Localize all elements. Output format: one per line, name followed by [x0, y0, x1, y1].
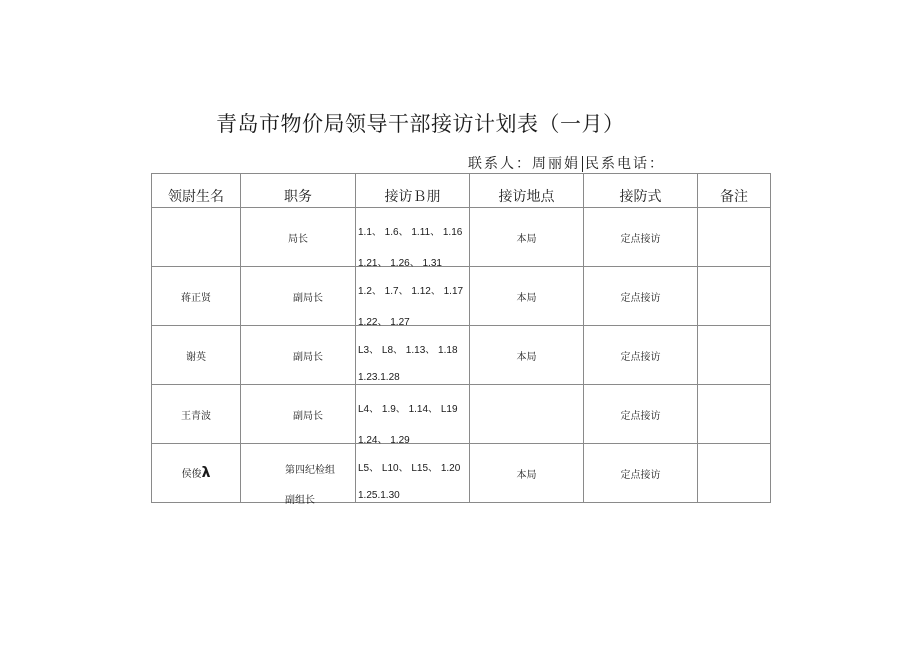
cell-name-suffix: λ [201, 465, 211, 481]
cell-position: 副局长 [241, 385, 356, 444]
cell-name: 王青波 [152, 385, 241, 444]
cell-name: 蒋正贤 [152, 267, 241, 326]
cell-position: 局长 [241, 208, 356, 267]
cell-place [470, 385, 584, 444]
table-row [152, 444, 771, 503]
header-dates: 接访Ｂ朋 [356, 174, 470, 208]
cell-note [698, 444, 771, 503]
table-header-row [152, 174, 771, 208]
cell-dates [356, 208, 470, 267]
dates-line-1: L5、 L10、 L15、 1.20 [358, 463, 461, 474]
cell-name: 谢英 [152, 326, 241, 385]
dates-line-2: 1.24、 1.29 [358, 435, 410, 446]
cell-note [698, 208, 771, 267]
header-place: 接访地点 [470, 174, 584, 208]
header-method: 接防式 [584, 174, 698, 208]
cell-dates [356, 267, 470, 326]
reception-plan-table [151, 173, 771, 506]
cell-name-text: 侯俊 [181, 469, 202, 480]
contact-phone-label: 民系电话： [585, 156, 665, 172]
cell-note [698, 267, 771, 326]
cell-place: 本局 [470, 208, 584, 267]
cell-dates [356, 326, 470, 385]
cell-position: 副局长 [241, 267, 356, 326]
document-title: 青岛市物价局领导干部接访计划表（一月） [216, 112, 625, 136]
header-name: 领尉生名 [152, 174, 241, 208]
cell-method: 定点接访 [584, 326, 698, 385]
cell-position: 副局长 [241, 326, 356, 385]
dates-line-1: 1.2、 1.7、 1.12、 1.17 [358, 286, 464, 297]
cell-method: 定点接访 [584, 444, 698, 503]
cell-note [698, 326, 771, 385]
cell-name [152, 444, 241, 503]
dates-line-2: 1.21、 1.26、 1.31 [358, 258, 442, 269]
header-position: 职务 [241, 174, 356, 208]
cell-place: 本局 [470, 444, 584, 503]
cell-position [241, 444, 356, 506]
dates-line-1: L3、 L8、 1.13、 1.18 [358, 345, 458, 356]
cell-place: 本局 [470, 267, 584, 326]
position-line-2: 副组长 [285, 495, 315, 506]
cell-dates [356, 444, 470, 503]
table-row [152, 326, 771, 385]
table-row [152, 267, 771, 326]
text-cursor [582, 156, 583, 172]
contact-person: 联系人：周丽娟 [468, 156, 580, 172]
position-line-1: 第四纪检组 [285, 465, 335, 476]
cell-dates [356, 385, 470, 444]
dates-line-2: 1.22、 1.27 [358, 317, 410, 328]
cell-method: 定点接访 [584, 267, 698, 326]
cell-note [698, 385, 771, 444]
contact-line [468, 153, 665, 173]
cell-method: 定点接访 [584, 385, 698, 444]
cell-name [152, 208, 241, 267]
dates-line-2: 1.23.1.28 [358, 372, 400, 383]
dates-line-1: 1.1、 1.6、 1.11、 1.16 [358, 227, 463, 238]
cell-method: 定点接访 [584, 208, 698, 267]
cell-place: 本局 [470, 326, 584, 385]
table-row [152, 385, 771, 444]
header-note: 备注 [698, 174, 771, 208]
dates-line-2: 1.25.1.30 [358, 490, 400, 501]
table-row [152, 208, 771, 267]
dates-line-1: L4、 1.9、 1.14、 L19 [358, 404, 458, 415]
